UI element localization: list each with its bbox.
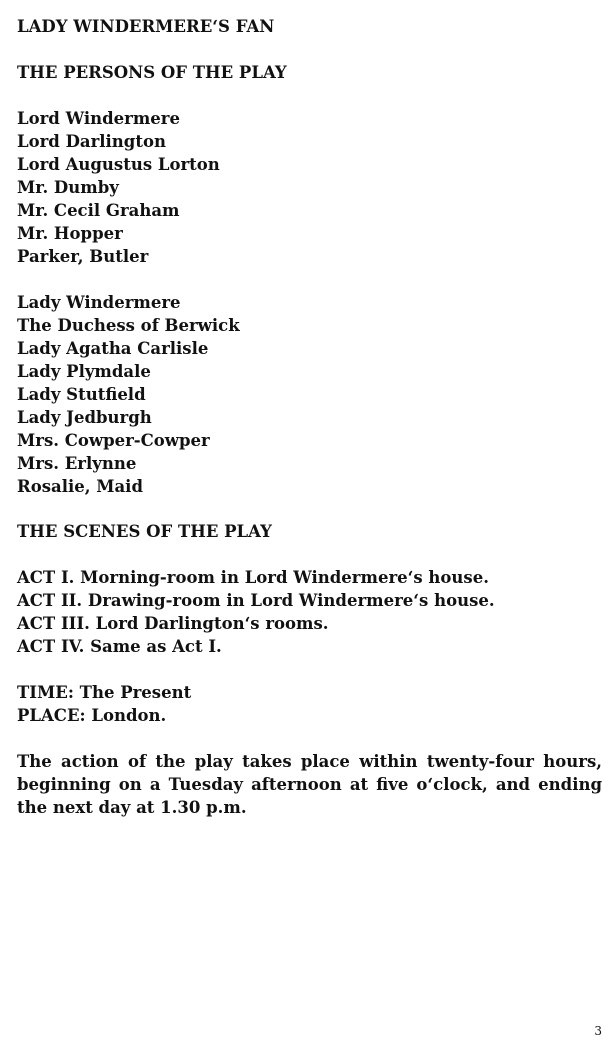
person-entry: Mrs. Erlynne: [17, 454, 137, 473]
person-entry: Lady Plymdale: [17, 362, 151, 381]
acts-list: [17, 566, 602, 658]
persons-heading: [17, 61, 602, 84]
person-entry: Lady Stutfield: [17, 385, 146, 404]
act-entry: ACT II. Drawing-room in Lord Windermere‘s house.: [17, 591, 495, 610]
play-title-text: LADY WINDERMERE‘S FAN: [17, 17, 275, 36]
scenes-heading: [17, 520, 602, 543]
persons-list-men: [17, 107, 602, 268]
person-entry: Lady Jedburgh: [17, 408, 152, 427]
person-entry: Rosalie, Maid: [17, 477, 143, 496]
person-entry: Mrs. Cowper-Cowper: [17, 431, 210, 450]
time-place-block: [17, 681, 602, 727]
person-entry: Lord Darlington: [17, 132, 166, 151]
action-note: The action of the play takes place within twenty-four hours, beginning on a Tuesday afternoon at five o‘clock, and ending the next day at 1.30 p.m.: [17, 752, 602, 817]
page-number: 3: [594, 1024, 602, 1038]
person-entry: Lady Agatha Carlisle: [17, 339, 209, 358]
person-entry: Mr. Cecil Graham: [17, 201, 180, 220]
act-entry: ACT III. Lord Darlington‘s rooms.: [17, 614, 329, 633]
place-line: PLACE: London.: [17, 706, 167, 725]
scenes-heading-text: THE SCENES OF THE PLAY: [17, 522, 272, 541]
time-line: TIME: The Present: [17, 683, 192, 702]
person-entry: Lord Augustus Lorton: [17, 155, 220, 174]
act-entry: ACT IV. Same as Act I.: [17, 637, 222, 656]
person-entry: Lord Windermere: [17, 109, 180, 128]
play-title: [17, 15, 602, 38]
person-entry: The Duchess of Berwick: [17, 316, 240, 335]
person-entry: Lady Windermere: [17, 293, 181, 312]
persons-heading-text: THE PERSONS OF THE PLAY: [17, 63, 287, 82]
person-entry: Mr. Dumby: [17, 178, 119, 197]
person-entry: Mr. Hopper: [17, 224, 123, 243]
person-entry: Parker, Butler: [17, 247, 149, 266]
act-entry: ACT I. Morning-room in Lord Windermere‘s house.: [17, 568, 489, 587]
persons-list-women: [17, 291, 602, 498]
